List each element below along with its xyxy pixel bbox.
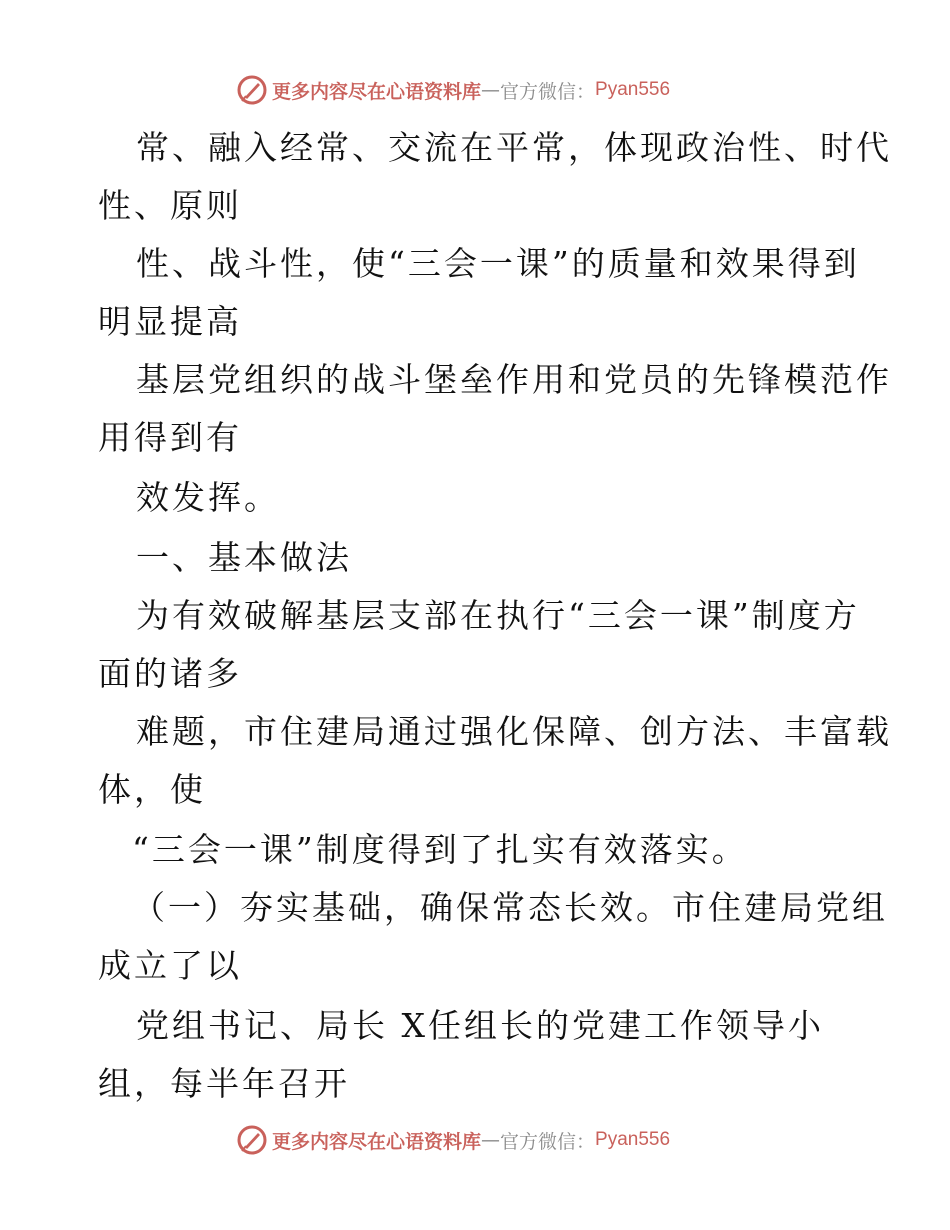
- watermark-separator: —: [481, 1129, 501, 1151]
- body-line: 成立了以: [98, 946, 242, 985]
- body-line: 性、原则: [98, 186, 242, 225]
- watermark-site-text: 更多内容尽在心语资料库: [272, 1130, 482, 1153]
- body-line: 用得到有: [98, 418, 242, 457]
- body-line: 面的诸多: [98, 654, 242, 693]
- watermark-separator: —: [481, 79, 501, 101]
- section-heading: 一、基本做法: [136, 538, 352, 577]
- body-line: 性、战斗性，使“三会一课”的质量和效果得到: [136, 244, 860, 283]
- body-line: 明显提高: [98, 302, 242, 341]
- watermark-wechat-id: Pyan556: [595, 1129, 671, 1150]
- quill-logo-icon: [236, 1124, 268, 1156]
- watermark-wechat-label: 官方微信：: [500, 80, 596, 103]
- subsection-line: （一）夯实基础，确保常态长效。市住建局党组: [132, 888, 888, 927]
- body-line: “三会一课”制度得到了扎实有效落实。: [132, 830, 748, 869]
- footer-watermark: [236, 1124, 716, 1156]
- watermark-site-text: 更多内容尽在心语资料库: [272, 80, 482, 103]
- body-line: 为有效破解基层支部在执行“三会一课”制度方: [136, 596, 860, 635]
- body-line: 基层党组织的战斗堡垒作用和党员的先锋模范作: [136, 360, 892, 399]
- watermark-wechat-label: 官方微信：: [500, 1130, 596, 1153]
- header-watermark: [236, 74, 716, 106]
- body-line: 难题，市住建局通过强化保障、创方法、丰富载: [136, 712, 892, 751]
- body-line: 组，每半年召开: [98, 1064, 350, 1103]
- watermark-wechat-id: Pyan556: [595, 79, 671, 100]
- body-line: 党组书记、局长 X任组长的党建工作领导小: [136, 1006, 824, 1045]
- body-line: 效发挥。: [136, 478, 280, 517]
- body-line: 体，使: [98, 770, 206, 809]
- body-line: 常、融入经常、交流在平常，体现政治性、时代: [136, 128, 892, 167]
- quill-logo-icon: [236, 74, 268, 106]
